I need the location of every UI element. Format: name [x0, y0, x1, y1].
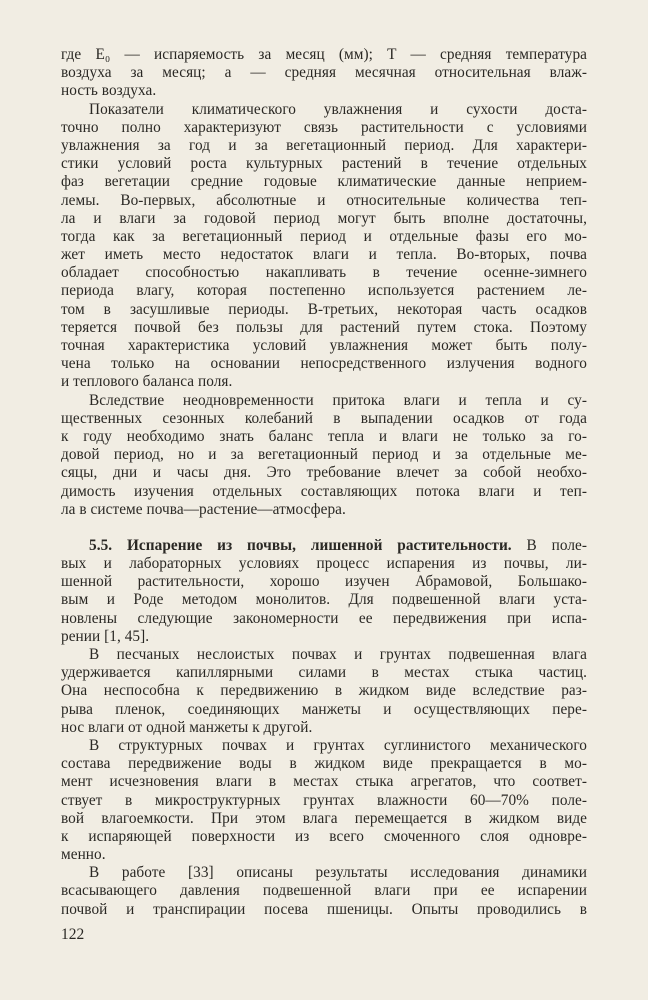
paragraph-body-2: [61, 864, 587, 919]
text-line: жет иметь место недостаток влаги и тепла. Во-вторых, почва: [61, 246, 587, 264]
text-line: Вследствие неодновременности притока влаги и тепла и су-: [89, 391, 587, 409]
text-line: новлены следующие закономерности ее передвижения при испа-: [61, 609, 587, 627]
text-line: рыва пленок, соединяющих манжеты и осуществляющих пере-: [61, 700, 587, 718]
text-line: ла и влаги за годовой период могут быть вполне достаточны,: [61, 209, 587, 227]
text-line: точно полно характеризуют связь растительности с условиями: [61, 118, 587, 136]
text-line: мент исчезновения влаги в местах стыка агрегатов, что соответ-: [61, 773, 587, 791]
text-line: димость изучения отдельных составляющих потока влаги и теп-: [61, 482, 587, 500]
text-line: воздуха за месяц; a — средняя месячная относительная влаж-: [61, 64, 587, 82]
paragraph-body-1: [61, 737, 587, 864]
page-body: [61, 46, 587, 919]
text-line: ла в системе почва—растение—атмосфера.: [61, 500, 346, 518]
paragraph-body-0: [61, 646, 587, 737]
text-line: тогда как за вегетационный период и отдельные фазы его мо-: [61, 227, 587, 245]
text-line: В работе [33] описаны результаты исследования динамики: [89, 864, 587, 882]
paragraph-intro-2: [61, 392, 587, 519]
section-5-5: [61, 537, 587, 646]
text-line: ствует в микроструктурных грунтах влажности 60—70% поле-: [61, 791, 587, 809]
text-line: В песчаных неслоистых почвах и грунтах подвешенная влага: [89, 646, 587, 663]
text-line: состава передвижение воды в жидком виде прекращается в мо-: [61, 755, 587, 773]
paragraph-intro-1: [61, 101, 587, 392]
text-line: фаз вегетации средние годовые климатические данные неприем-: [61, 173, 587, 191]
text-line: ность воздуха.: [61, 82, 157, 100]
text-line: вым и Роде методом монолитов. Для подвешенной влаги уста-: [61, 591, 587, 609]
section-first-line: [61, 537, 587, 555]
text-line: удерживается капиллярными силами в местах стыка частиц.: [61, 664, 587, 682]
text-line: всасывающего давления подвешенной влаги при ее испарении: [61, 882, 587, 900]
text-line: точная характеристика условий увлажнения может быть полу-: [61, 337, 587, 354]
text-line: шенной растительности, хорошо изучен Абрамовой, Большако-: [61, 573, 587, 591]
text-line: рении [1, 45].: [61, 627, 150, 645]
text-line: Она неспособна к передвижению в жидком виде вследствие раз-: [61, 682, 587, 700]
text-line: сяцы, дни и часы дня. Это требование влечет за собой необхо-: [61, 464, 587, 482]
text-line: щественных сезонных колебаний в выпадении осадков от года: [61, 409, 587, 427]
text-line: к году необходимо знать баланс тепла и влаги не только за го-: [61, 427, 587, 445]
text-line: и теплового баланса поля.: [61, 373, 233, 391]
section-gap: [61, 519, 587, 537]
text-line: В структурных почвах и грунтах суглинистого механического: [89, 736, 587, 754]
page-number: 122: [61, 926, 85, 943]
text-line: к испаряющей поверхности из всего смоченного слоя одновре-: [61, 827, 587, 845]
text-line: Показатели климатического увлажнения и сухости доста-: [89, 100, 587, 118]
text-line: вой влагоемкости. При этом влага перемещается в жидком виде: [61, 809, 587, 827]
text-line: теряется почвой без пользы для растений путем стока. Поэтому: [61, 318, 587, 336]
text-line: вых и лабораторных условиях процесс испарения из почвы, ли-: [61, 555, 587, 573]
text-line: чена только на основании непосредственного излучения водного: [61, 355, 587, 373]
section-heading: 5.5. Испарение из почвы, лишенной растительности.: [89, 536, 512, 554]
text-line: нос влаги от одной манжеты к другой.: [61, 718, 313, 736]
text-line: менно.: [61, 846, 106, 864]
text-line: довой период, но и за вегетационный период и за отдельные ме-: [61, 446, 587, 464]
paragraph-intro-0: [61, 46, 587, 101]
text-line: том в засушливые периоды. В-третьих, некоторая часть осадков: [61, 300, 587, 318]
text-line: обладает способностью накапливать в течение осенне-зимнего: [61, 264, 587, 282]
text-line: лемы. Во-первых, абсолютные и относительные количества теп-: [61, 191, 587, 209]
text-line: где E₀ — испаряемость за месяц (мм); T — средняя температура: [61, 46, 587, 63]
text-line: периода влагу, которая постепенно используется растением ле-: [61, 282, 587, 300]
text-line: стики условий роста культурных растений в течение отдельных: [61, 155, 587, 173]
text-line: почвой и транспирации посева пшеницы. Опыты проводились в: [61, 900, 587, 918]
text-line: увлажнения за год и за вегетационный период. Для характери-: [61, 136, 587, 154]
section-first-line-rest: В поле-: [511, 536, 587, 554]
